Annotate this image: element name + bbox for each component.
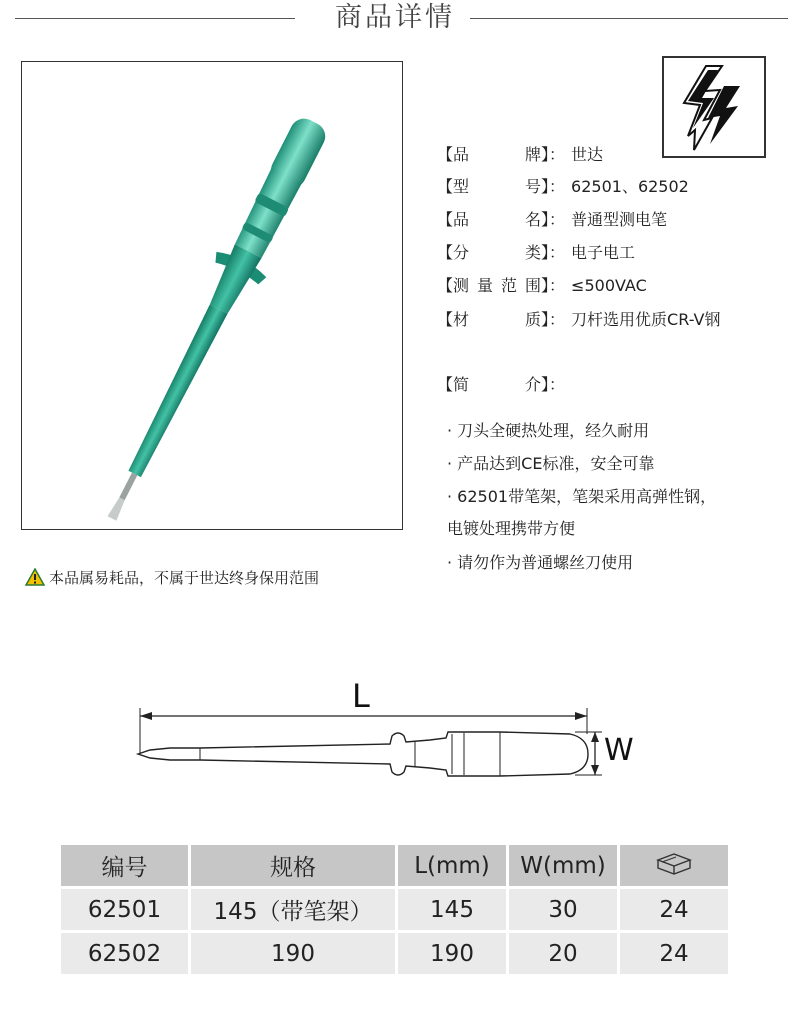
page-title: 商品详情 — [335, 2, 455, 33]
bracket-close: 】 — [541, 145, 550, 164]
bracket-close: 】 — [541, 310, 550, 329]
table-row — [61, 889, 728, 930]
spec-name — [437, 209, 667, 231]
box-icon — [654, 850, 694, 876]
notice-text: 本品属易耗品，不属于世达终身保用范围 — [49, 569, 320, 587]
spec-value: ≤500VAC — [571, 276, 647, 295]
bracket-open: 【 — [437, 310, 454, 329]
cell-spec: 145（带笔架） — [191, 889, 395, 930]
spec-value: 刀杆选用优质CR-V钢 — [571, 310, 721, 329]
cell-code: 62502 — [61, 933, 188, 974]
bracket-open: 【 — [437, 276, 454, 295]
table-header-row — [61, 845, 728, 886]
spec-brand — [437, 144, 603, 166]
header-line-right — [470, 18, 788, 19]
header-code: 编号 — [61, 845, 188, 886]
colon: ： — [549, 210, 566, 229]
cell-code: 62501 — [61, 889, 188, 930]
electric-sign — [662, 56, 766, 158]
cell-width: 20 — [509, 933, 617, 974]
header-width: W(mm) — [509, 845, 617, 886]
test-pen-image — [22, 62, 402, 529]
header-spec: 规格 — [191, 845, 395, 886]
spec-value: 62501、62502 — [571, 177, 689, 196]
header-package — [620, 845, 728, 886]
bracket-open: 【 — [437, 177, 454, 196]
intro-item: 电镀处理携带方便 — [447, 519, 576, 538]
width-label: W — [604, 733, 634, 768]
table-row — [61, 933, 728, 974]
colon: ： — [549, 177, 566, 196]
intro-label: 简 介 — [453, 375, 542, 394]
spec-label: 测量范围 — [453, 276, 542, 295]
spec-value: 世达 — [571, 145, 604, 164]
bracket-open: 【 — [437, 243, 454, 262]
intro-item: · 62501带笔架，笔架采用高弹性钢， — [447, 487, 717, 506]
spec-range — [437, 275, 647, 297]
spec-label: 品 牌 — [453, 145, 542, 164]
colon: ： — [549, 145, 566, 164]
bracket-close: 】 — [541, 177, 550, 196]
dimension-diagram — [130, 676, 610, 796]
bracket-close: 】 — [541, 375, 550, 394]
header-length: L(mm) — [398, 845, 506, 886]
bracket-close: 】 — [541, 243, 550, 262]
product-photo — [21, 61, 403, 530]
colon: ： — [549, 310, 566, 329]
cell-package: 24 — [620, 889, 728, 930]
spec-model — [437, 176, 689, 198]
warning-triangle-icon — [25, 568, 45, 586]
cell-length: 145 — [398, 889, 506, 930]
cell-length: 190 — [398, 933, 506, 974]
consumable-notice — [25, 567, 319, 589]
bracket-open: 【 — [437, 145, 454, 164]
intro-item: · 刀头全硬热处理，经久耐用 — [447, 421, 650, 440]
spec-label: 品 名 — [453, 210, 542, 229]
spec-label: 型 号 — [453, 177, 542, 196]
colon: ： — [549, 243, 566, 262]
cell-package: 24 — [620, 933, 728, 974]
intro-item: · 请勿作为普通螺丝刀使用 — [447, 553, 634, 572]
lightning-bolt-icon — [664, 58, 764, 156]
spec-value: 电子电工 — [571, 243, 636, 262]
header-line-left — [15, 18, 295, 19]
spec-material — [437, 309, 720, 331]
spec-label: 分 类 — [453, 243, 542, 262]
spec-label: 材 质 — [453, 310, 542, 329]
spec-value: 普通型测电笔 — [571, 210, 668, 229]
bracket-open: 【 — [437, 210, 454, 229]
bracket-close: 】 — [541, 210, 550, 229]
spec-category — [437, 242, 635, 264]
colon: ： — [549, 276, 566, 295]
intro-item: · 产品达到CE标准，安全可靠 — [447, 454, 655, 473]
intro-heading — [437, 374, 565, 396]
spec-table — [58, 842, 731, 977]
bracket-close: 】 — [541, 276, 550, 295]
length-label: L — [352, 677, 370, 715]
colon: ： — [549, 375, 566, 394]
cell-width: 30 — [509, 889, 617, 930]
cell-spec: 190 — [191, 933, 395, 974]
bracket-open: 【 — [437, 375, 454, 394]
